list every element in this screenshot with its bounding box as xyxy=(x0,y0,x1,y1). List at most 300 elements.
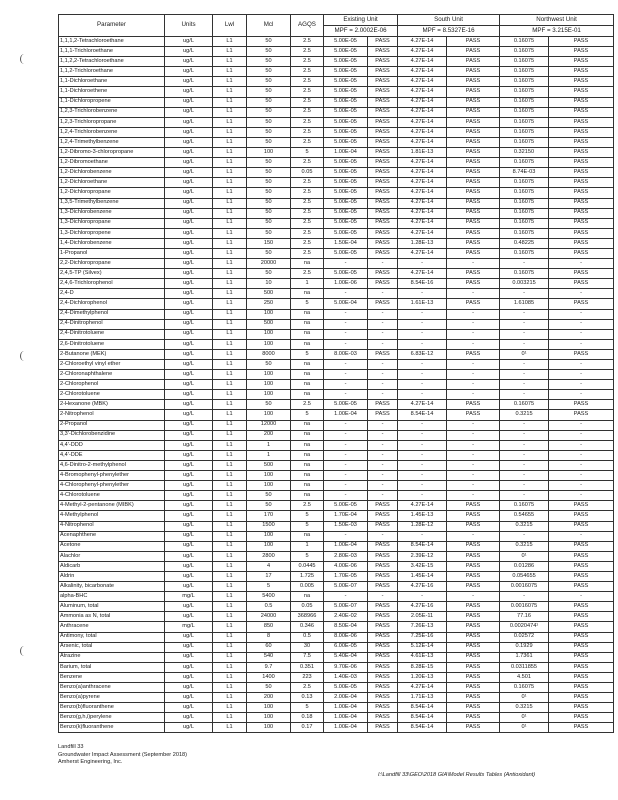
existing-value-cell: - xyxy=(324,491,368,501)
parameter-cell: 1-Propanol xyxy=(59,248,165,258)
south-value-cell: - xyxy=(398,440,447,450)
units-cell: ug/L xyxy=(165,299,213,309)
units-cell: ug/L xyxy=(165,400,213,410)
units-cell: ug/L xyxy=(165,693,213,703)
lwl-cell: L1 xyxy=(213,501,247,511)
existing-status-cell: PASS xyxy=(368,642,398,652)
lwl-cell: L1 xyxy=(213,430,247,440)
existing-value-cell: - xyxy=(324,329,368,339)
agqs-cell: 0.05 xyxy=(291,602,324,612)
mcl-cell: 17 xyxy=(247,571,291,581)
parameter-cell: Benzene xyxy=(59,672,165,682)
existing-status-cell: PASS xyxy=(368,117,398,127)
table-row xyxy=(59,521,614,531)
existing-value-cell: - xyxy=(324,390,368,400)
northwest-status-cell: PASS xyxy=(549,148,614,158)
northwest-value-cell: 0.48225 xyxy=(500,238,549,248)
table-row xyxy=(59,440,614,450)
existing-status-cell: PASS xyxy=(368,107,398,117)
parameter-cell: 4-Chlorophenyl-phenylether xyxy=(59,481,165,491)
mcl-cell: 50 xyxy=(247,67,291,77)
units-cell: ug/L xyxy=(165,248,213,258)
lwl-cell: L1 xyxy=(213,269,247,279)
northwest-value-cell: 0.16075 xyxy=(500,198,549,208)
northwest-status-cell: - xyxy=(549,259,614,269)
lwl-cell: L1 xyxy=(213,471,247,481)
northwest-status-cell: PASS xyxy=(549,349,614,359)
parameter-cell: 1,1,1-Trichloroethane xyxy=(59,47,165,57)
lwl-cell: L1 xyxy=(213,77,247,87)
parameter-cell: 1,1-Dichloroethene xyxy=(59,87,165,97)
agqs-cell: 5 xyxy=(291,349,324,359)
mcl-cell: 50 xyxy=(247,137,291,147)
northwest-value-cell: - xyxy=(500,329,549,339)
existing-status-cell: PASS xyxy=(368,561,398,571)
lwl-cell: L1 xyxy=(213,57,247,67)
agqs-cell: na xyxy=(291,481,324,491)
table-row xyxy=(59,672,614,682)
agqs-cell: 1 xyxy=(291,541,324,551)
mcl-cell: 540 xyxy=(247,652,291,662)
south-value-cell: 4.27E-14 xyxy=(398,168,447,178)
units-cell: ug/L xyxy=(165,117,213,127)
south-status-cell: PASS xyxy=(447,612,500,622)
existing-status-cell: PASS xyxy=(368,178,398,188)
footer-file-path: I:\Landfill 33\GEO\2018 GIA\Model Results Tables (Antioxidant) xyxy=(378,772,536,778)
agqs-cell: 0.13 xyxy=(291,693,324,703)
agqs-cell: 5 xyxy=(291,148,324,158)
units-cell: ug/L xyxy=(165,612,213,622)
existing-status-cell: - xyxy=(368,592,398,602)
south-status-cell: PASS xyxy=(447,652,500,662)
lwl-cell: L1 xyxy=(213,279,247,289)
northwest-value-cell: - xyxy=(500,471,549,481)
existing-status-cell: - xyxy=(368,380,398,390)
northwest-value-cell: - xyxy=(500,440,549,450)
existing-status-cell: PASS xyxy=(368,127,398,137)
northwest-value-cell: 0.16075 xyxy=(500,178,549,188)
south-status-cell: PASS xyxy=(447,107,500,117)
agqs-cell: 2.5 xyxy=(291,107,324,117)
agqs-cell: 2.5 xyxy=(291,248,324,258)
northwest-status-cell: PASS xyxy=(549,511,614,521)
existing-value-cell: 5.00E-05 xyxy=(324,218,368,228)
agqs-cell: 0.005 xyxy=(291,582,324,592)
south-status-cell: PASS xyxy=(447,279,500,289)
agqs-cell: na xyxy=(291,420,324,430)
agqs-cell: na xyxy=(291,380,324,390)
south-status-cell: - xyxy=(447,450,500,460)
existing-value-cell: 1.00E-04 xyxy=(324,541,368,551)
parameter-cell: 1,2-Dibromoethane xyxy=(59,158,165,168)
lwl-cell: L1 xyxy=(213,248,247,258)
agqs-cell: na xyxy=(291,259,324,269)
units-cell: ug/L xyxy=(165,259,213,269)
existing-status-cell: - xyxy=(368,450,398,460)
south-value-cell: 4.27E-14 xyxy=(398,107,447,117)
northwest-value-cell: 0.16075 xyxy=(500,37,549,47)
south-value-cell: - xyxy=(398,390,447,400)
existing-status-cell: - xyxy=(368,360,398,370)
south-value-cell: 7.26E-13 xyxy=(398,622,447,632)
mcl-cell: 2800 xyxy=(247,551,291,561)
northwest-status-cell: PASS xyxy=(549,269,614,279)
existing-value-cell: 5.00E-05 xyxy=(324,67,368,77)
south-value-cell: 4.27E-14 xyxy=(398,228,447,238)
parameter-cell: Acenaphthene xyxy=(59,531,165,541)
lwl-cell: L1 xyxy=(213,339,247,349)
south-value-cell: - xyxy=(398,471,447,481)
agqs-cell: na xyxy=(291,531,324,541)
existing-value-cell: 2.00E-04 xyxy=(324,693,368,703)
existing-status-cell: PASS xyxy=(368,87,398,97)
northwest-value-cell: 0.16075 xyxy=(500,47,549,57)
northwest-value-cell: 0.16075 xyxy=(500,218,549,228)
northwest-status-cell: PASS xyxy=(549,400,614,410)
northwest-status-cell: - xyxy=(549,309,614,319)
northwest-status-cell: PASS xyxy=(549,561,614,571)
units-cell: ug/L xyxy=(165,329,213,339)
south-status-cell: PASS xyxy=(447,683,500,693)
mcl-cell: 5400 xyxy=(247,592,291,602)
mcl-cell: 50 xyxy=(247,107,291,117)
agqs-cell: na xyxy=(291,370,324,380)
northwest-status-cell: PASS xyxy=(549,238,614,248)
south-status-cell: PASS xyxy=(447,723,500,733)
header-northwest-mpf: MPF = 3.215E-01 xyxy=(500,26,614,37)
mcl-cell: 1400 xyxy=(247,672,291,682)
south-value-cell: 1.61E-13 xyxy=(398,299,447,309)
mcl-cell: 100 xyxy=(247,410,291,420)
existing-status-cell: PASS xyxy=(368,208,398,218)
units-cell: ug/L xyxy=(165,652,213,662)
existing-value-cell: 5.00E-05 xyxy=(324,168,368,178)
existing-status-cell: PASS xyxy=(368,521,398,531)
mcl-cell: 200 xyxy=(247,693,291,703)
mcl-cell: 60 xyxy=(247,642,291,652)
northwest-status-cell: - xyxy=(549,360,614,370)
units-cell: ug/L xyxy=(165,471,213,481)
mcl-cell: 5 xyxy=(247,582,291,592)
units-cell: ug/L xyxy=(165,531,213,541)
table-row xyxy=(59,420,614,430)
mcl-cell: 4 xyxy=(247,561,291,571)
northwest-value-cell: 0.3215 xyxy=(500,521,549,531)
northwest-status-cell: PASS xyxy=(549,127,614,137)
parameter-cell: 2-Butanone (MEK) xyxy=(59,349,165,359)
south-status-cell: - xyxy=(447,319,500,329)
south-status-cell: PASS xyxy=(447,238,500,248)
south-status-cell: PASS xyxy=(447,501,500,511)
existing-value-cell: - xyxy=(324,440,368,450)
northwest-status-cell: PASS xyxy=(549,410,614,420)
table-row xyxy=(59,713,614,723)
south-status-cell: PASS xyxy=(447,47,500,57)
lwl-cell: L1 xyxy=(213,622,247,632)
agqs-cell: 5 xyxy=(291,410,324,420)
existing-value-cell: 5.00E-05 xyxy=(324,400,368,410)
units-cell: ug/L xyxy=(165,67,213,77)
existing-value-cell: - xyxy=(324,319,368,329)
existing-status-cell: - xyxy=(368,471,398,481)
lwl-cell: L1 xyxy=(213,460,247,470)
northwest-value-cell: 0.16075 xyxy=(500,57,549,67)
units-cell: ug/L xyxy=(165,672,213,682)
mcl-cell: 100 xyxy=(247,370,291,380)
south-value-cell: 3.42E-15 xyxy=(398,561,447,571)
hole-punch-mark xyxy=(20,351,28,361)
parameter-cell: Benzo(a)anthracene xyxy=(59,683,165,693)
units-cell: ug/L xyxy=(165,77,213,87)
lwl-cell: L1 xyxy=(213,299,247,309)
table-row xyxy=(59,208,614,218)
parameter-cell: 1,2,4-Trimethylbenzene xyxy=(59,137,165,147)
existing-status-cell: PASS xyxy=(368,632,398,642)
south-status-cell: PASS xyxy=(447,299,500,309)
northwest-value-cell: - xyxy=(500,319,549,329)
parameter-cell: 2,4-Dinitrotoluene xyxy=(59,329,165,339)
agqs-cell: 2.5 xyxy=(291,683,324,693)
south-status-cell: PASS xyxy=(447,672,500,682)
existing-status-cell: PASS xyxy=(368,57,398,67)
mcl-cell: 50 xyxy=(247,57,291,67)
existing-status-cell: PASS xyxy=(368,198,398,208)
parameter-cell: 2-Chloroethyl vinyl ether xyxy=(59,360,165,370)
existing-value-cell: 1.00E-04 xyxy=(324,148,368,158)
northwest-value-cell: 1.61085 xyxy=(500,299,549,309)
south-status-cell: PASS xyxy=(447,713,500,723)
south-value-cell: 4.61E-13 xyxy=(398,652,447,662)
northwest-value-cell: 0¹ xyxy=(500,713,549,723)
northwest-status-cell: - xyxy=(549,491,614,501)
mcl-cell: 100 xyxy=(247,148,291,158)
south-value-cell: 4.27E-14 xyxy=(398,218,447,228)
parameter-cell: Aldrin xyxy=(59,571,165,581)
south-value-cell: - xyxy=(398,370,447,380)
units-cell: ug/L xyxy=(165,87,213,97)
agqs-cell: 2.5 xyxy=(291,218,324,228)
existing-status-cell: PASS xyxy=(368,582,398,592)
table-row xyxy=(59,380,614,390)
lwl-cell: L1 xyxy=(213,188,247,198)
northwest-status-cell: PASS xyxy=(549,622,614,632)
units-cell: ug/L xyxy=(165,188,213,198)
units-cell: ug/L xyxy=(165,198,213,208)
south-status-cell: - xyxy=(447,440,500,450)
northwest-value-cell: 0.16075 xyxy=(500,188,549,198)
results-sheet xyxy=(58,14,613,733)
header-units: Units xyxy=(165,15,213,37)
parameter-cell: 2,6-Dinitrotoluene xyxy=(59,339,165,349)
existing-value-cell: 1.50E-04 xyxy=(324,238,368,248)
existing-value-cell: 1.70E-05 xyxy=(324,571,368,581)
south-status-cell: PASS xyxy=(447,208,500,218)
existing-value-cell: 1.00E-04 xyxy=(324,703,368,713)
units-cell: ug/L xyxy=(165,541,213,551)
parameter-cell: 4,4'-DDD xyxy=(59,440,165,450)
northwest-value-cell: 0.16075 xyxy=(500,400,549,410)
existing-value-cell: 5.00E-05 xyxy=(324,47,368,57)
units-cell: ug/L xyxy=(165,107,213,117)
existing-value-cell: 4.00E-06 xyxy=(324,561,368,571)
parameter-cell: 1,2,4-Trichlorobenzene xyxy=(59,127,165,137)
northwest-status-cell: - xyxy=(549,329,614,339)
units-cell: ug/L xyxy=(165,410,213,420)
south-value-cell: 4.27E-14 xyxy=(398,87,447,97)
mcl-cell: 50 xyxy=(247,127,291,137)
northwest-status-cell: PASS xyxy=(549,501,614,511)
table-row xyxy=(59,561,614,571)
units-cell: ug/L xyxy=(165,47,213,57)
parameter-cell: Antimony, total xyxy=(59,632,165,642)
agqs-cell: 5 xyxy=(291,511,324,521)
mcl-cell: 50 xyxy=(247,37,291,47)
table-row xyxy=(59,592,614,602)
northwest-value-cell: 77.16 xyxy=(500,612,549,622)
lwl-cell: L1 xyxy=(213,329,247,339)
south-value-cell: - xyxy=(398,460,447,470)
table-row xyxy=(59,683,614,693)
agqs-cell: 2.5 xyxy=(291,238,324,248)
south-value-cell: 4.27E-14 xyxy=(398,248,447,258)
lwl-cell: L1 xyxy=(213,410,247,420)
agqs-cell: 0.0445 xyxy=(291,561,324,571)
agqs-cell: 2.5 xyxy=(291,198,324,208)
mcl-cell: 8000 xyxy=(247,349,291,359)
south-status-cell: - xyxy=(447,531,500,541)
northwest-value-cell: 0.16075 xyxy=(500,269,549,279)
parameter-cell: Ammonia as N, total xyxy=(59,612,165,622)
existing-value-cell: - xyxy=(324,309,368,319)
lwl-cell: L1 xyxy=(213,97,247,107)
northwest-value-cell: 0.16075 xyxy=(500,87,549,97)
south-value-cell: - xyxy=(398,450,447,460)
south-status-cell: - xyxy=(447,491,500,501)
agqs-cell: 2.5 xyxy=(291,97,324,107)
parameter-cell: Barium, total xyxy=(59,662,165,672)
existing-value-cell: 5.00E-05 xyxy=(324,188,368,198)
agqs-cell: na xyxy=(291,450,324,460)
table-row xyxy=(59,501,614,511)
parameter-cell: Alachlor xyxy=(59,551,165,561)
northwest-value-cell: 1.7361 xyxy=(500,652,549,662)
south-value-cell: 8.54E-14 xyxy=(398,410,447,420)
existing-status-cell: PASS xyxy=(368,541,398,551)
parameter-cell: 1,3-Dichloropropene xyxy=(59,228,165,238)
mcl-cell: 50 xyxy=(247,97,291,107)
existing-status-cell: PASS xyxy=(368,723,398,733)
table-row xyxy=(59,339,614,349)
northwest-status-cell: PASS xyxy=(549,642,614,652)
south-status-cell: PASS xyxy=(447,87,500,97)
south-status-cell: PASS xyxy=(447,148,500,158)
parameter-cell: 2,2-Dichloropropane xyxy=(59,259,165,269)
parameter-cell: 1,1-Dichloropropene xyxy=(59,97,165,107)
header-existing-mpf: MPF = 2.0002E-06 xyxy=(324,26,398,37)
south-value-cell: - xyxy=(398,289,447,299)
northwest-value-cell: 0.01286 xyxy=(500,561,549,571)
northwest-value-cell: - xyxy=(500,380,549,390)
units-cell: ug/L xyxy=(165,440,213,450)
south-value-cell: 1.28E-12 xyxy=(398,521,447,531)
south-value-cell: 1.45E-14 xyxy=(398,571,447,581)
lwl-cell: L1 xyxy=(213,602,247,612)
table-row xyxy=(59,309,614,319)
northwest-value-cell: - xyxy=(500,491,549,501)
northwest-value-cell: 0¹ xyxy=(500,551,549,561)
table-row xyxy=(59,178,614,188)
units-cell: ug/L xyxy=(165,57,213,67)
agqs-cell: na xyxy=(291,309,324,319)
mcl-cell: 100 xyxy=(247,390,291,400)
table-row xyxy=(59,289,614,299)
northwest-status-cell: PASS xyxy=(549,248,614,258)
parameter-cell: Atrazine xyxy=(59,652,165,662)
northwest-status-cell: PASS xyxy=(549,117,614,127)
existing-status-cell: PASS xyxy=(368,37,398,47)
table-row xyxy=(59,148,614,158)
units-cell: ug/L xyxy=(165,521,213,531)
results-table xyxy=(58,14,614,733)
northwest-value-cell: - xyxy=(500,531,549,541)
south-status-cell: PASS xyxy=(447,703,500,713)
northwest-status-cell: - xyxy=(549,440,614,450)
south-status-cell: - xyxy=(447,592,500,602)
units-cell: ug/L xyxy=(165,481,213,491)
existing-status-cell: PASS xyxy=(368,279,398,289)
south-status-cell: PASS xyxy=(447,582,500,592)
south-status-cell: PASS xyxy=(447,218,500,228)
parameter-cell: 1,1-Dichloroethane xyxy=(59,77,165,87)
units-cell: ug/L xyxy=(165,279,213,289)
units-cell: ug/L xyxy=(165,97,213,107)
existing-status-cell: PASS xyxy=(368,511,398,521)
table-row xyxy=(59,652,614,662)
parameter-cell: Benzo(g,h,i)perylene xyxy=(59,713,165,723)
mcl-cell: 200 xyxy=(247,430,291,440)
table-row xyxy=(59,450,614,460)
agqs-cell: 2.5 xyxy=(291,501,324,511)
south-status-cell: - xyxy=(447,460,500,470)
mcl-cell: 50 xyxy=(247,360,291,370)
agqs-cell: 223 xyxy=(291,672,324,682)
existing-value-cell: 1.70E-04 xyxy=(324,511,368,521)
table-row xyxy=(59,188,614,198)
parameter-cell: 1,1,2,2-Tetrachloroethane xyxy=(59,57,165,67)
northwest-status-cell: - xyxy=(549,481,614,491)
lwl-cell: L1 xyxy=(213,491,247,501)
table-row xyxy=(59,299,614,309)
south-value-cell: - xyxy=(398,420,447,430)
northwest-status-cell: PASS xyxy=(549,541,614,551)
northwest-value-cell: 0.16075 xyxy=(500,248,549,258)
northwest-status-cell: - xyxy=(549,430,614,440)
northwest-status-cell: PASS xyxy=(549,612,614,622)
south-value-cell: 4.27E-14 xyxy=(398,77,447,87)
mcl-cell: 1 xyxy=(247,450,291,460)
existing-value-cell: - xyxy=(324,289,368,299)
units-cell: ug/L xyxy=(165,571,213,581)
parameter-cell: 2-Chlorophenol xyxy=(59,380,165,390)
lwl-cell: L1 xyxy=(213,672,247,682)
mcl-cell: 100 xyxy=(247,309,291,319)
northwest-status-cell: PASS xyxy=(549,198,614,208)
hole-punch-mark xyxy=(20,54,28,64)
south-status-cell: PASS xyxy=(447,511,500,521)
footer-report: Groundwater Impact Assessment (September 2018) xyxy=(58,751,188,758)
northwest-value-cell: 0.16075 xyxy=(500,228,549,238)
northwest-status-cell: - xyxy=(549,460,614,470)
